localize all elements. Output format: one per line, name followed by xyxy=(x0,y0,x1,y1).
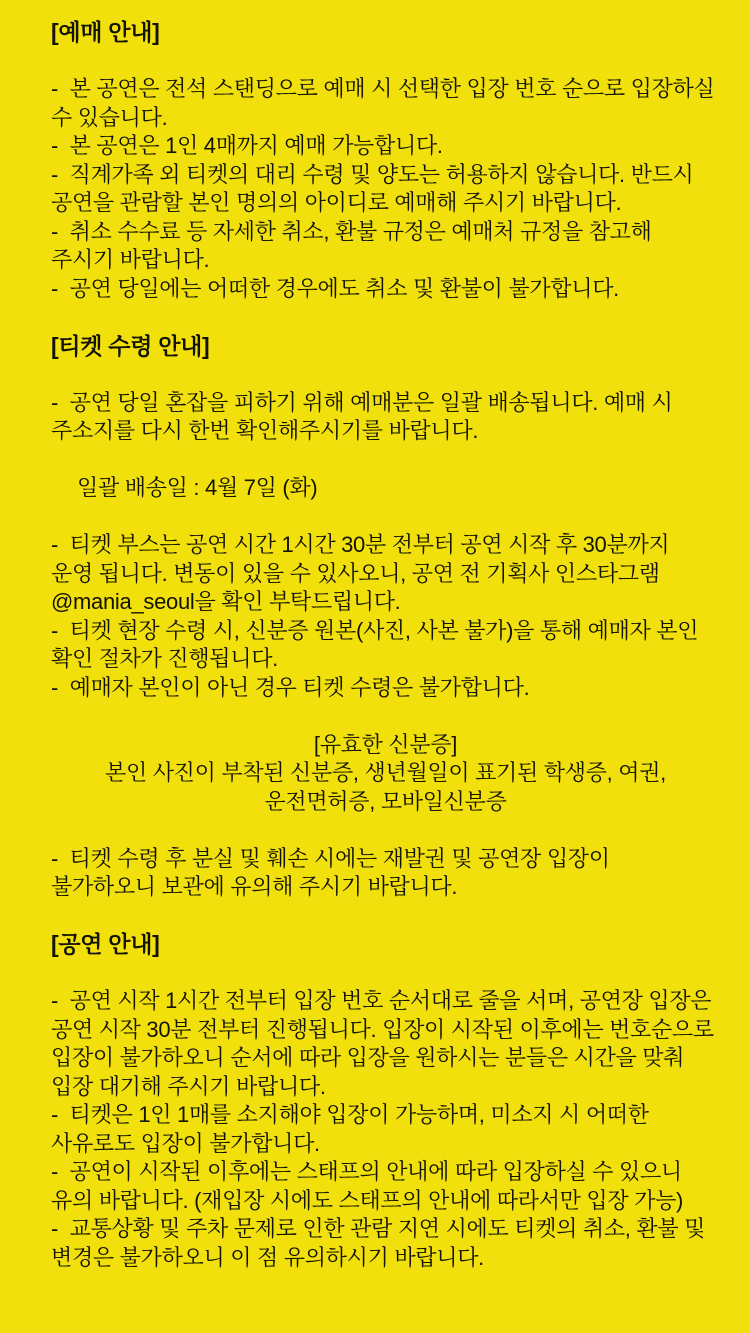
notice-text-line: - 직계가족 외 티켓의 대리 수령 및 양도는 허용하지 않습니다. 반드시 xyxy=(51,161,694,187)
blank-line xyxy=(51,816,720,845)
blank-line xyxy=(51,702,720,731)
centered-text-line: 운전면허증, 모바일신분증 xyxy=(264,788,507,814)
notice-text-line: 변경은 불가하오니 이 점 유의하시기 바랍니다. xyxy=(51,1244,484,1270)
notice-text-line: - 본 공연은 1인 4매까지 예매 가능합니다. xyxy=(51,133,443,158)
notice-text-line: 공연 시작 30분 전부터 진행됩니다. 입장이 시작된 이후에는 번호순으로 xyxy=(51,1016,714,1042)
notice-text-line: - 공연이 시작된 이후에는 스태프의 안내에 따라 입장하실 수 있으니 xyxy=(51,1159,682,1184)
blank-line xyxy=(51,503,720,532)
notice-text-line: - 공연 시작 1시간 전부터 입장 번호 순서대로 줄을 서며, 공연장 입장은 xyxy=(51,988,712,1013)
section-heading: [예매 안내] xyxy=(51,19,160,45)
notice-text-line: 공연을 관람할 본인 명의의 아이디로 예매해 주시기 바랍니다. xyxy=(51,190,622,215)
notice-text-line: 사유로도 입장이 불가합니다. xyxy=(51,1130,320,1156)
notice-text-line: - 티켓 수령 후 분실 및 훼손 시에는 재발권 및 공연장 입장이 xyxy=(51,845,610,871)
notice-text-line: - 본 공연은 전석 스탠딩으로 예매 시 선택한 입장 번호 순으로 입장하실 xyxy=(51,76,715,101)
blank-line xyxy=(51,446,720,475)
notice-text-line: 수 있습니다. xyxy=(51,104,168,130)
blank-line xyxy=(51,47,720,76)
centered-text-line: [유효한 신분증] xyxy=(313,731,458,757)
section-heading: [공연 안내] xyxy=(51,931,160,957)
notice-text-line: 주소지를 다시 한번 확인해주시기를 바랍니다. xyxy=(51,418,479,443)
notice-text-line: - 취소 수수료 등 자세한 취소, 환불 규정은 예매처 규정을 참고해 xyxy=(51,218,652,244)
notice-text-line: 불가하오니 보관에 유의해 주시기 바랍니다. xyxy=(51,874,458,899)
section-heading: [티켓 수령 안내] xyxy=(51,332,210,359)
notice-text-line: - 티켓은 1인 1매를 소지해야 입장이 가능하며, 미소지 시 어떠한 xyxy=(51,1102,649,1127)
notice-text-line: - 예매자 본인이 아닌 경우 티켓 수령은 불가합니다. xyxy=(51,674,530,700)
blank-line xyxy=(51,360,720,389)
notice-text-line: - 티켓 부스는 공연 시간 1시간 30분 전부터 공연 시작 후 30분까지 xyxy=(51,532,670,557)
notice-text-line: @mania_seoul을 확인 부탁드립니다. xyxy=(51,589,401,614)
notice-text-line: 입장이 불가하오니 순서에 따라 입장을 원하시는 분들은 시간을 맞춰 xyxy=(51,1045,685,1070)
notice-text-line: 유의 바랍니다. (재입장 시에도 스태프의 안내에 따라서만 입장 가능) xyxy=(51,1187,684,1213)
centered-text-line: 본인 사진이 부착된 신분증, 생년월일이 표기된 학생증, 여권, xyxy=(105,760,666,785)
notice-text-line: 주시기 바랍니다. xyxy=(51,247,210,272)
blank-line xyxy=(51,902,720,931)
notice-text-line: 확인 절차가 진행됩니다. xyxy=(51,646,278,671)
notice-text-line: - 공연 당일 혼잡을 피하기 위해 예매분은 일괄 배송됩니다. 예매 시 xyxy=(51,389,673,415)
notice-text-line: 운영 됩니다. 변동이 있을 수 있사오니, 공연 전 기획사 인스타그램 xyxy=(51,560,660,586)
notice-body xyxy=(51,18,720,1272)
notice-text-line: - 교통상황 및 주차 문제로 인한 관람 지연 시에도 티켓의 취소, 환불 및 xyxy=(51,1216,706,1241)
notice-text-line: - 공연 당일에는 어떠한 경우에도 취소 및 환불이 불가합니다. xyxy=(51,275,619,301)
notice-text-line: 입장 대기해 주시기 바랍니다. xyxy=(51,1073,326,1099)
indented-text-line: 일괄 배송일 : 4월 7일 (화) xyxy=(77,475,318,500)
notice-text-line: - 티켓 현장 수령 시, 신분증 원본(사진, 사본 불가)을 통해 예매자 본인 xyxy=(51,617,699,643)
blank-line xyxy=(51,959,720,988)
blank-line xyxy=(51,303,720,332)
